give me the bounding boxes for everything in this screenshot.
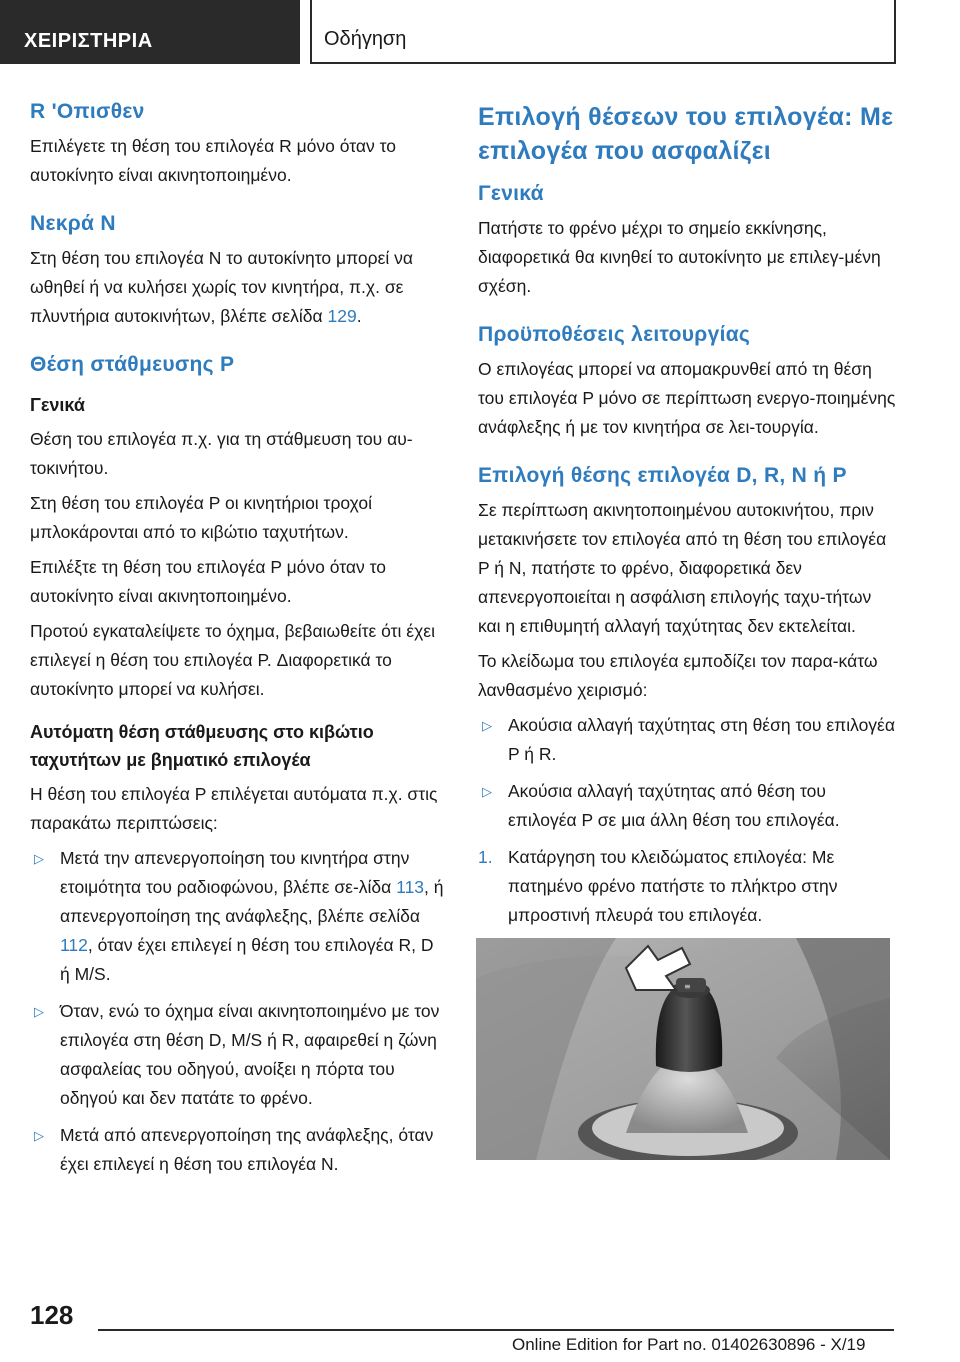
auto-park-intro: Η θέση του επιλογέα P επιλέγεται αυτόματα π.χ. στις παρακάτω περιπτώσεις: xyxy=(30,784,438,833)
select-heading: Επιλογή θέσης επιλογέα D, R, N ή P xyxy=(478,464,847,487)
chapter-tab: ΧΕΙΡΙΣΤΗΡΙΑ xyxy=(0,0,300,64)
page-ref-link[interactable]: 129 xyxy=(327,306,357,326)
gear-selector-illustration xyxy=(476,938,890,1160)
list-item: ▷ Ακούσια αλλαγή ταχύτητας από θέση του επιλογέα P σε μια άλλη θέση του επιλογέα. xyxy=(478,777,896,835)
prereq-heading: Προϋποθέσεις λειτουργίας xyxy=(478,323,751,346)
triangle-bullet-icon: ▷ xyxy=(34,1128,44,1143)
neutral-text: Στη θέση του επιλογέα N το αυτοκίνητο μπορεί να ωθηθεί ή να κυλήσει χωρίς τον κινητήρα, π.χ. σε πλυντήρια αυτοκινήτων, βλέπε σελίδα 129. xyxy=(30,248,414,326)
auto-park-heading: Αυτόματη θέση στάθμευσης στο κιβώτιο ταχυτήτων με βηματικό επιλογέα xyxy=(30,722,374,770)
right-column xyxy=(478,100,896,938)
general-text: Πατήστε το φρένο μέχρι το σημείο εκκίνησης, διαφορετικά θα κινηθεί το αυτοκίνητο με επιλεγ-μένη σχέση. xyxy=(478,218,881,296)
park-paragraph: Επιλέξτε τη θέση του επιλογέα P μόνο όταν το αυτοκίνητο είναι ακινητοποιημένο. xyxy=(30,557,387,606)
park-heading: Θέση στάθμευσης P xyxy=(30,353,235,376)
left-column xyxy=(30,100,448,1187)
main-title: Επιλογή θέσεων του επιλογέα: Με επιλογέα που ασφαλίζει xyxy=(478,103,894,165)
triangle-bullet-icon: ▷ xyxy=(34,851,44,866)
page-ref-link[interactable]: 113 xyxy=(396,877,425,897)
edition-note: Online Edition for Part no. 01402630896 - X/19 xyxy=(512,1335,866,1354)
triangle-bullet-icon: ▷ xyxy=(482,784,492,799)
section-title: Οδήγηση xyxy=(310,0,896,64)
neutral-heading: Νεκρά N xyxy=(30,212,116,235)
svg-text:≡: ≡ xyxy=(684,982,691,991)
select-paragraph: Σε περίπτωση ακινητοποιημένου αυτοκινήτου, πριν μετακινήσετε τον επιλογέα από τη θέση του επιλογέα P ή N, πατήστε το φρένο, διαφορετικά δεν απενεργοποιείται η ασφάλιση επιλογής ταχυ-τήτων και η επιθυμητή αλλαγή ταχύτητας δεν εκτελείται. xyxy=(478,500,887,636)
list-item: 1. Κατάργηση του κλειδώματος επιλογέα: Με πατημένο φρένο πατήστε το πλήκτρο στην μπροστινή πλευρά του επιλογέα. xyxy=(478,843,896,930)
footer-divider xyxy=(98,1329,894,1331)
auto-park-list xyxy=(30,844,448,1179)
reverse-text: Επιλέγετε τη θέση του επιλογέα R μόνο όταν το αυτοκίνητο είναι ακινητοποιημένο. xyxy=(30,136,397,185)
page-ref-link[interactable]: 112 xyxy=(60,935,88,955)
triangle-bullet-icon: ▷ xyxy=(482,718,492,733)
misuse-list xyxy=(478,711,896,930)
gear-selector-photo xyxy=(476,938,890,1160)
list-item: ▷ Όταν, ενώ το όχημα είναι ακινητοποιημένο με τον επιλογέα στη θέση D, M/S ή R, αφαιρεθεί η ζώνη ασφαλείας του οδηγού, ανοίξει η πόρτα του οδηγού και δεν πατάτε το φρένο. xyxy=(30,997,448,1113)
park-paragraph: Προτού εγκαταλείψετε το όχημα, βεβαιωθείτε ότι έχει επιλεγεί η θέση του επιλογέα P. Διαφορετικά το αυτοκίνητο μπορεί να κυλήσει. xyxy=(30,621,435,699)
reverse-heading: R 'Οπισθεν xyxy=(30,100,145,123)
step-number: 1. xyxy=(478,847,493,867)
park-general-heading: Γενικά xyxy=(30,395,85,415)
page-number: 128 xyxy=(30,1300,74,1330)
list-item: ▷ Μετά από απενεργοποίηση της ανάφλεξης, όταν έχει επιλεγεί η θέση του επιλογέα N. xyxy=(30,1121,448,1179)
triangle-bullet-icon: ▷ xyxy=(34,1004,44,1019)
general-heading: Γενικά xyxy=(478,182,544,205)
park-paragraph: Θέση του επιλογέα π.χ. για τη στάθμευση του αυ-τοκινήτου. xyxy=(30,429,413,478)
select-paragraph: Το κλείδωμα του επιλογέα εμποδίζει τον παρα-κάτω λανθασμένο χειρισμό: xyxy=(478,651,878,700)
park-paragraph: Στη θέση του επιλογέα P οι κινητήριοι τροχοί μπλοκάρονται από το κιβώτιο ταχυτήτων. xyxy=(30,493,373,542)
list-item: ▷ Ακούσια αλλαγή ταχύτητας στη θέση του επιλογέα P ή R. xyxy=(478,711,896,769)
list-item: ▷ Μετά την απενεργοποίηση του κινητήρα στην ετοιμότητα του ραδιοφώνου, βλέπε σε-λίδα 113, ή απενεργοποίηση της ανάφλεξης, βλέπε σελίδα 112, όταν έχει επιλεγεί η θέση του επιλογέα R, D ή M/S. xyxy=(30,844,448,989)
prereq-text: Ο επιλογέας μπορεί να απομακρυνθεί από τη θέση του επιλογέα P μόνο σε περίπτωση ενεργο-ποιημένης ανάφλεξης ή με τον κινητήρα σε λει-τουργία. xyxy=(478,359,896,437)
